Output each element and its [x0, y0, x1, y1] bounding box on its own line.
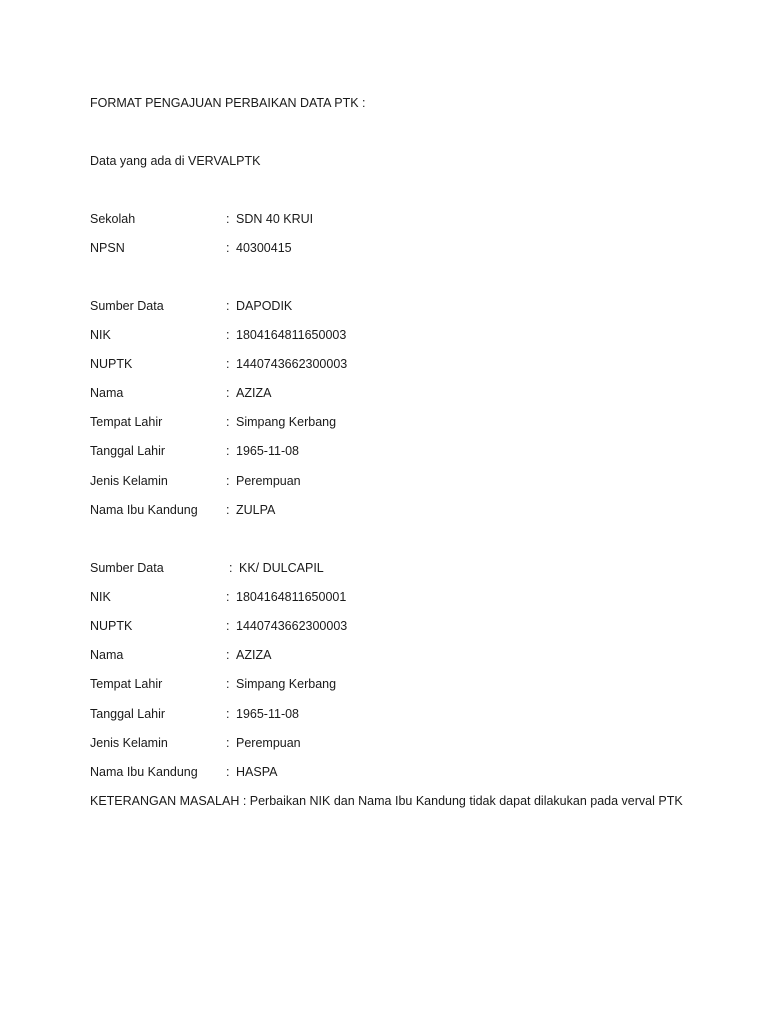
field-separator: : — [229, 561, 233, 575]
field-label: NUPTK — [90, 357, 133, 371]
problem-statement: KETERANGAN MASALAH : Perbaikan NIK dan Nama Ibu Kandung tidak dapat dilakukan pada verval PTK — [90, 794, 683, 808]
field-label: NPSN — [90, 241, 125, 255]
field-label: Sumber Data — [90, 299, 164, 313]
field-label: Nama — [90, 648, 124, 662]
field-label: Nama — [90, 386, 124, 400]
field-label: Tanggal Lahir — [90, 707, 166, 721]
field-separator: : — [226, 444, 230, 458]
field-value: Simpang Kerbang — [236, 415, 337, 429]
field-separator: : — [226, 765, 230, 779]
field-value: 1440743662300003 — [236, 357, 348, 371]
field-label: NUPTK — [90, 619, 133, 633]
field-separator: : — [226, 707, 230, 721]
field-separator: : — [226, 619, 230, 633]
field-value: KK/ DULCAPIL — [239, 561, 324, 575]
field-separator: : — [226, 415, 230, 429]
field-value: Simpang Kerbang — [236, 677, 337, 691]
field-value: 1965-11-08 — [236, 444, 300, 458]
field-separator: : — [226, 736, 230, 750]
field-value: 1804164811650003 — [236, 328, 347, 342]
field-value: Perempuan — [236, 736, 301, 750]
field-label: Jenis Kelamin — [90, 736, 168, 750]
field-label: NIK — [90, 590, 111, 604]
field-value: 1440743662300003 — [236, 619, 348, 633]
field-value: ZULPA — [236, 503, 276, 517]
field-value: AZIZA — [236, 648, 272, 662]
field-label: Tempat Lahir — [90, 677, 163, 691]
document-title: FORMAT PENGAJUAN PERBAIKAN DATA PTK : — [90, 96, 366, 110]
field-separator: : — [226, 241, 230, 255]
field-value: Perempuan — [236, 474, 301, 488]
field-separator: : — [226, 212, 230, 226]
field-value: DAPODIK — [236, 299, 293, 313]
field-separator: : — [226, 299, 230, 313]
field-value: AZIZA — [236, 386, 272, 400]
field-separator: : — [226, 648, 230, 662]
field-label: Nama Ibu Kandung — [90, 503, 198, 517]
document-subtitle: Data yang ada di VERVALPTK — [90, 154, 261, 168]
field-separator: : — [226, 590, 230, 604]
field-separator: : — [226, 328, 230, 342]
field-label: NIK — [90, 328, 111, 342]
field-separator: : — [226, 503, 230, 517]
field-label: Jenis Kelamin — [90, 474, 168, 488]
field-value: SDN 40 KRUI — [236, 212, 314, 226]
field-separator: : — [226, 474, 230, 488]
field-value: 1965-11-08 — [236, 707, 300, 721]
field-value: 1804164811650001 — [236, 590, 347, 604]
field-label: Sekolah — [90, 212, 136, 226]
field-label: Nama Ibu Kandung — [90, 765, 198, 779]
field-value: 40300415 — [236, 241, 292, 255]
field-value: HASPA — [236, 765, 278, 779]
field-separator: : — [226, 357, 230, 371]
field-separator: : — [226, 677, 230, 691]
field-separator: : — [226, 386, 230, 400]
field-label: Tanggal Lahir — [90, 444, 166, 458]
field-label: Sumber Data — [90, 561, 164, 575]
field-label: Tempat Lahir — [90, 415, 163, 429]
